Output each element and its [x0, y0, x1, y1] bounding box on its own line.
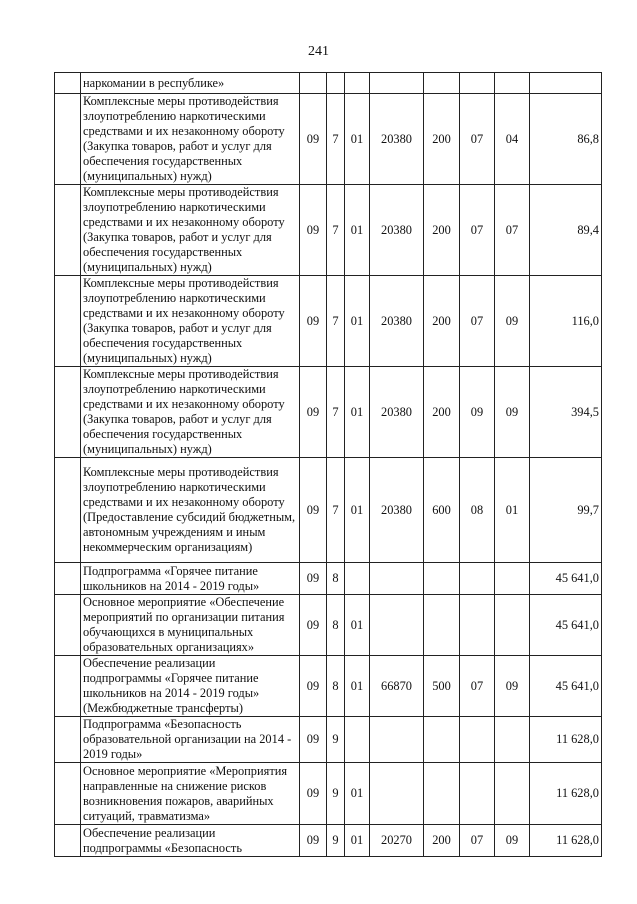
item-name-cell: Подпрограмма «Безопасность образовательной организации на 2014 - 2019 годы» — [81, 717, 300, 763]
section-code-cell: 07 — [460, 825, 495, 857]
subsection-code-cell: 07 — [495, 185, 530, 276]
blank-cell — [55, 367, 81, 458]
blank-cell — [55, 276, 81, 367]
blank-cell — [55, 185, 81, 276]
blank-cell — [55, 94, 81, 185]
amount-cell: 116,0 — [530, 276, 602, 367]
ministry-code-cell: 09 — [300, 595, 327, 656]
table-row — [55, 717, 602, 763]
section-code-cell — [460, 595, 495, 656]
amount-cell: 11 628,0 — [530, 717, 602, 763]
item-name-cell: наркомании в республике» — [81, 73, 300, 94]
amount-cell: 11 628,0 — [530, 825, 602, 857]
main-event-code-cell: 01 — [345, 763, 370, 825]
table-row — [55, 656, 602, 717]
table-row — [55, 276, 602, 367]
ministry-code-cell — [300, 73, 327, 94]
subprogram-code-cell: 7 — [327, 185, 345, 276]
ministry-code-cell: 09 — [300, 563, 327, 595]
direction-code-cell — [370, 763, 424, 825]
table-row — [55, 595, 602, 656]
ministry-code-cell: 09 — [300, 458, 327, 563]
subsection-code-cell: 09 — [495, 276, 530, 367]
item-name-cell: Обеспечение реализации подпрограммы «Безопасность — [81, 825, 300, 857]
table-row — [55, 73, 602, 94]
direction-code-cell — [370, 563, 424, 595]
direction-code-cell: 66870 — [370, 656, 424, 717]
section-code-cell: 08 — [460, 458, 495, 563]
subprogram-code-cell: 9 — [327, 825, 345, 857]
ministry-code-cell: 09 — [300, 825, 327, 857]
blank-cell — [55, 825, 81, 857]
subsection-code-cell: 09 — [495, 367, 530, 458]
main-event-code-cell: 01 — [345, 367, 370, 458]
main-event-code-cell: 01 — [345, 276, 370, 367]
item-name-cell: Комплексные меры противодействия злоупотреблению наркотическими средствами и их незаконному обороту (Закупка товаров, работ и услуг для обеспечения государственных (муниципальных) нужд) — [81, 94, 300, 185]
item-name-cell: Подпрограмма «Горячее питание школьников на 2014 - 2019 годы» — [81, 563, 300, 595]
blank-cell — [55, 717, 81, 763]
amount-cell: 394,5 — [530, 367, 602, 458]
subsection-code-cell — [495, 763, 530, 825]
direction-code-cell: 20380 — [370, 458, 424, 563]
ministry-code-cell: 09 — [300, 185, 327, 276]
blank-cell — [55, 563, 81, 595]
budget-table-body — [55, 73, 602, 857]
subsection-code-cell: 09 — [495, 656, 530, 717]
subprogram-code-cell: 8 — [327, 656, 345, 717]
section-code-cell: 07 — [460, 656, 495, 717]
direction-code-cell: 20380 — [370, 185, 424, 276]
page-number: 241 — [308, 44, 329, 59]
direction-code-cell: 20380 — [370, 94, 424, 185]
main-event-code-cell: 01 — [345, 94, 370, 185]
subprogram-code-cell: 7 — [327, 458, 345, 563]
direction-code-cell: 20380 — [370, 276, 424, 367]
section-code-cell — [460, 717, 495, 763]
subprogram-code-cell: 7 — [327, 367, 345, 458]
ministry-code-cell: 09 — [300, 94, 327, 185]
direction-code-cell: 20380 — [370, 367, 424, 458]
amount-cell: 45 641,0 — [530, 656, 602, 717]
ministry-code-cell: 09 — [300, 276, 327, 367]
subprogram-code-cell: 9 — [327, 717, 345, 763]
section-code-cell: 07 — [460, 185, 495, 276]
expense-type-cell: 600 — [424, 458, 460, 563]
amount-cell — [530, 73, 602, 94]
main-event-code-cell — [345, 717, 370, 763]
amount-cell: 86,8 — [530, 94, 602, 185]
ministry-code-cell: 09 — [300, 763, 327, 825]
expense-type-cell — [424, 595, 460, 656]
expense-type-cell: 200 — [424, 825, 460, 857]
main-event-code-cell — [345, 563, 370, 595]
subsection-code-cell — [495, 717, 530, 763]
section-code-cell: 09 — [460, 367, 495, 458]
subsection-code-cell — [495, 563, 530, 595]
direction-code-cell: 20270 — [370, 825, 424, 857]
expense-type-cell: 200 — [424, 185, 460, 276]
main-event-code-cell: 01 — [345, 185, 370, 276]
table-row — [55, 458, 602, 563]
item-name-cell: Комплексные меры противодействия злоупотреблению наркотическими средствами и их незаконному обороту (Предоставление субсидий бюджетным, автономным учреждениям и иным некоммерческим организациям) — [81, 458, 300, 563]
expense-type-cell: 200 — [424, 367, 460, 458]
expense-type-cell — [424, 563, 460, 595]
main-event-code-cell: 01 — [345, 595, 370, 656]
subprogram-code-cell: 8 — [327, 595, 345, 656]
table-row — [55, 94, 602, 185]
subprogram-code-cell: 7 — [327, 94, 345, 185]
main-event-code-cell — [345, 73, 370, 94]
subsection-code-cell: 01 — [495, 458, 530, 563]
item-name-cell: Обеспечение реализации подпрограммы «Горячее питание школьников на 2014 - 2019 годы» (Межбюджетные трансферты) — [81, 656, 300, 717]
section-code-cell — [460, 73, 495, 94]
expense-type-cell: 200 — [424, 276, 460, 367]
expense-type-cell — [424, 73, 460, 94]
section-code-cell — [460, 763, 495, 825]
direction-code-cell — [370, 717, 424, 763]
main-event-code-cell: 01 — [345, 458, 370, 563]
item-name-cell: Комплексные меры противодействия злоупотреблению наркотическими средствами и их незаконному обороту (Закупка товаров, работ и услуг для обеспечения государственных (муниципальных) нужд) — [81, 185, 300, 276]
subprogram-code-cell: 7 — [327, 276, 345, 367]
table-row — [55, 185, 602, 276]
ministry-code-cell: 09 — [300, 717, 327, 763]
amount-cell: 45 641,0 — [530, 563, 602, 595]
expense-type-cell — [424, 717, 460, 763]
item-name-cell: Основное мероприятие «Мероприятия направленные на снижение рисков возникновения пожаров, аварийных ситуаций, травматизма» — [81, 763, 300, 825]
item-name-cell: Основное мероприятие «Обеспечение мероприятий по организации питания обучающихся в муниципальных образовательных организациях» — [81, 595, 300, 656]
budget-table — [54, 72, 602, 857]
table-row — [55, 763, 602, 825]
ministry-code-cell: 09 — [300, 367, 327, 458]
table-row — [55, 563, 602, 595]
blank-cell — [55, 73, 81, 94]
subsection-code-cell — [495, 595, 530, 656]
expense-type-cell: 500 — [424, 656, 460, 717]
item-name-cell: Комплексные меры противодействия злоупотреблению наркотическими средствами и их незаконному обороту (Закупка товаров, работ и услуг для обеспечения государственных (муниципальных) нужд) — [81, 367, 300, 458]
main-event-code-cell: 01 — [345, 825, 370, 857]
subsection-code-cell: 09 — [495, 825, 530, 857]
section-code-cell: 07 — [460, 276, 495, 367]
direction-code-cell — [370, 73, 424, 94]
subsection-code-cell: 04 — [495, 94, 530, 185]
blank-cell — [55, 656, 81, 717]
subprogram-code-cell — [327, 73, 345, 94]
ministry-code-cell: 09 — [300, 656, 327, 717]
main-event-code-cell: 01 — [345, 656, 370, 717]
subprogram-code-cell: 8 — [327, 563, 345, 595]
blank-cell — [55, 458, 81, 563]
section-code-cell — [460, 563, 495, 595]
table-row — [55, 367, 602, 458]
amount-cell: 45 641,0 — [530, 595, 602, 656]
blank-cell — [55, 763, 81, 825]
blank-cell — [55, 595, 81, 656]
item-name-cell: Комплексные меры противодействия злоупотреблению наркотическими средствами и их незаконному обороту (Закупка товаров, работ и услуг для обеспечения государственных (муниципальных) нужд) — [81, 276, 300, 367]
amount-cell: 89,4 — [530, 185, 602, 276]
amount-cell: 11 628,0 — [530, 763, 602, 825]
expense-type-cell — [424, 763, 460, 825]
direction-code-cell — [370, 595, 424, 656]
subsection-code-cell — [495, 73, 530, 94]
amount-cell: 99,7 — [530, 458, 602, 563]
table-row — [55, 825, 602, 857]
expense-type-cell: 200 — [424, 94, 460, 185]
section-code-cell: 07 — [460, 94, 495, 185]
subprogram-code-cell: 9 — [327, 763, 345, 825]
